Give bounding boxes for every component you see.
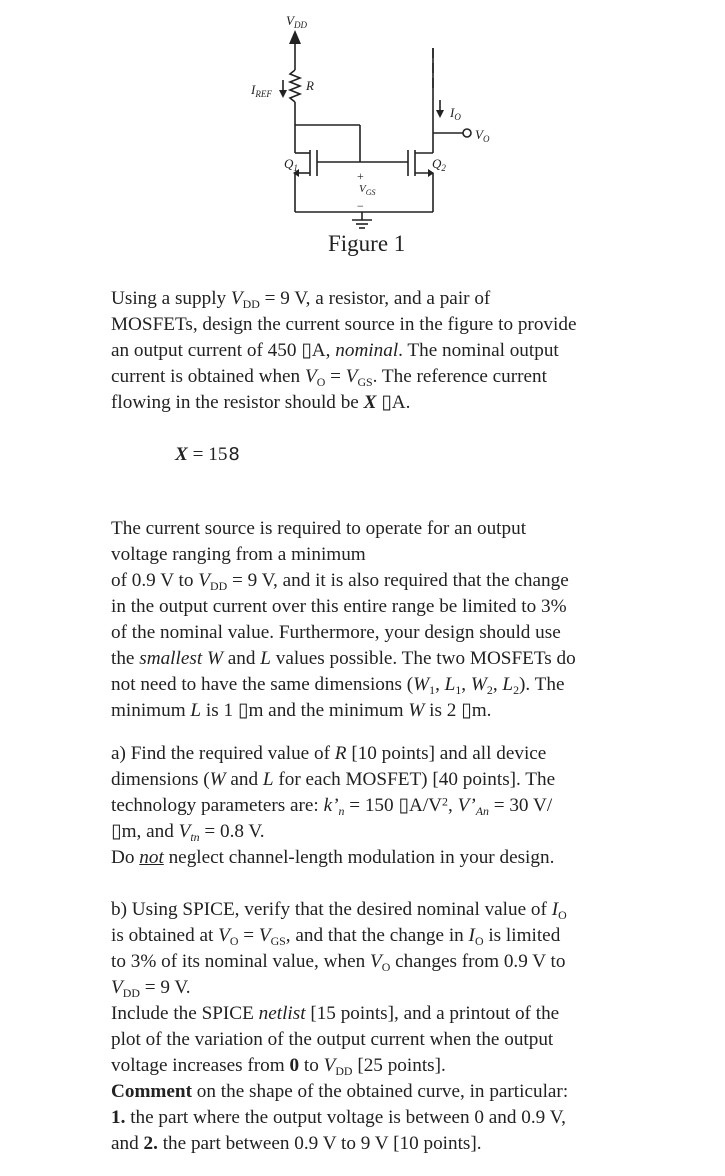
io-label: $I_O$ (450, 105, 461, 122)
io-arrow-icon (436, 110, 444, 118)
circuit-diagram (0, 0, 725, 270)
handwritten-digit: 8 (228, 444, 240, 465)
vgs-plus: + (357, 169, 364, 183)
vo-label: $V_O$ (475, 127, 490, 144)
mosfet-q2 (360, 150, 434, 177)
problem-intro: Using a supply $V_{DD} = 9$ V, a resistor, and a pair of MOSFETs, design the current source in the figure to provide an output current of 450 ▯A, nominal. The nominal output current is obtained when $V_O = V_{GS}$. The reference current flowing in the resistor should be X ▯A. (111, 288, 577, 413)
figure-caption: Figure 1 (328, 231, 406, 256)
q1-label: $Q_1$ (284, 156, 298, 173)
vgs-label: $V_{GS}$ (359, 183, 376, 197)
resistor-r (290, 70, 300, 102)
mu-glyph: ▯ (301, 340, 312, 361)
question-a: a) Find the required value of R [10 points] and all device dimensions (W and L for each MOSFET) [40 points]. The technology parameters are: $k’_n = 150$ $▯A/V^2$, $V’_{An} = 30$ V/ ▯m, and $V_{tn} = 0.8$ V. Do not neglect channel-length modulation in your design. (111, 743, 556, 868)
vdd-arrow-icon (289, 30, 301, 44)
iref-label: $I_{REF}$ (251, 82, 272, 99)
vdd-label: $V_{DD}$ (286, 13, 307, 30)
requirements-paragraph: The current source is required to operate for an output voltage ranging from a minimum of 0.9 V to $V_{DD} = 9$ V, and it is also required that the change in the output current over this entire range be limited to 3% of the nominal value. Furthermore, your design should use the smallest W and L values possible. The two MOSFETs do not need to have the same dimensions ($W_1$, $L_1$, $W_2$, $L_2$). The minimum L is 1 ▯m and the minimum W is 2 ▯m. (111, 518, 576, 721)
vgs-minus: − (357, 199, 364, 213)
ground-icon (352, 220, 372, 228)
mosfet-q1 (293, 150, 360, 177)
answer-line: X = 158 (175, 444, 240, 465)
r-label: R (306, 78, 314, 93)
iref-arrow-icon (279, 90, 287, 98)
question-b: b) Using SPICE, verify that the desired nominal value of $I_O$ is obtained at $V_O = V_{GS}$, and that the change in $I_O$ is limited to 3% of its nominal value, when $V_O$ changes from 0.9 V to $V_{DD} = 9$ V. Include the SPICE netlist [15 points], and a printout of the plot of the variation of the output current when the output voltage increases from 0 to $V_{DD}$ [25 points]. Comment on the shape of the obtained curve, in particular: 1. the part where the output voltage is between 0 and 0.9 V, and 2. the part between 0.9 V to 9 V [10 points]. (111, 899, 569, 1154)
q2-label: $Q_2$ (432, 156, 446, 173)
vo-terminal (463, 129, 471, 137)
